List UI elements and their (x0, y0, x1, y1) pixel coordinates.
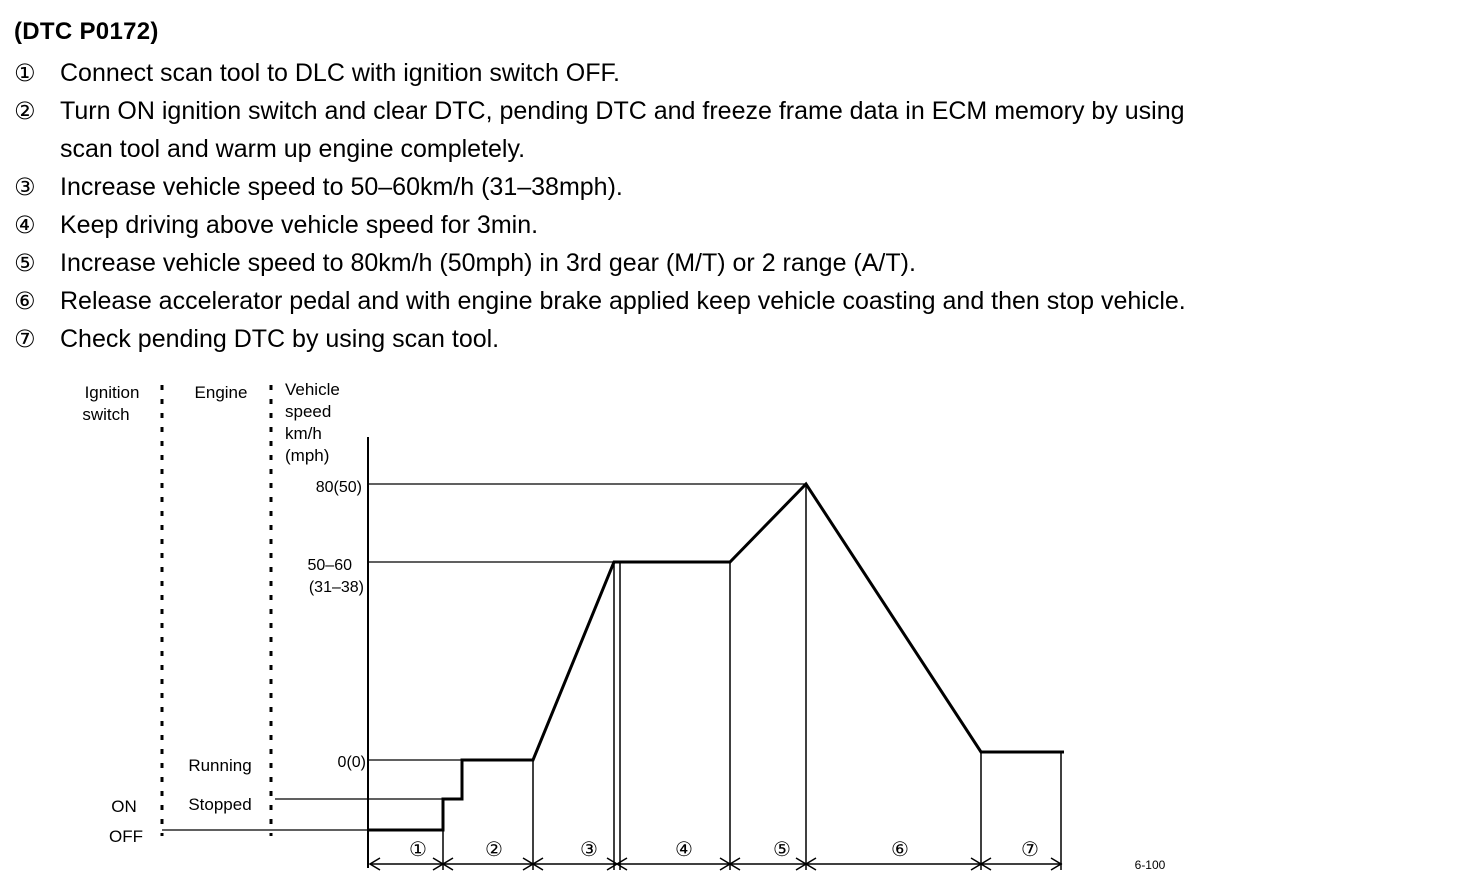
tick-50-60: 50–60 (307, 557, 352, 574)
ignition-header-line2: switch (82, 405, 130, 424)
phase-label-7: ⑦ (1021, 839, 1039, 861)
tick-80: 80(50) (315, 479, 362, 496)
step-number: ⑤ (14, 249, 36, 277)
tick-0: 0(0) (337, 754, 366, 771)
step-number: ③ (14, 173, 36, 201)
ignition-header-line1: Ignition (84, 383, 140, 402)
phase-label-2: ② (485, 839, 503, 861)
step-number: ⑦ (14, 325, 36, 353)
phase-label-4: ④ (675, 839, 693, 861)
step-text: Release accelerator pedal and with engine brake applied keep vehicle coasting and then stop vehicle. (60, 287, 1186, 315)
phase-label-3: ③ (580, 839, 598, 861)
step-text: Check pending DTC by using scan tool. (60, 325, 500, 353)
step-number: ① (14, 59, 36, 87)
speed-header-line2: speed (285, 402, 332, 421)
step-number: ⑥ (14, 287, 36, 315)
tick-31-38: (31–38) (308, 579, 364, 596)
speed-header-line4: (mph) (285, 446, 330, 465)
ignition-off-label: OFF (109, 827, 143, 846)
speed-header-line3: km/h (285, 424, 322, 443)
phase-label-1: ① (409, 839, 427, 861)
step-text: Increase vehicle speed to 80km/h (50mph) in 3rd gear (M/T) or 2 range (A/T). (60, 249, 916, 277)
figure-id: 6-100 (1134, 858, 1166, 872)
phase-label-6: ⑥ (891, 839, 909, 861)
engine-running-label: Running (188, 756, 252, 775)
step-text: scan tool and warm up engine completely. (60, 135, 526, 163)
step-text: Increase vehicle speed to 50–60km/h (31–38mph). (60, 173, 623, 201)
step-text: Keep driving above vehicle speed for 3min. (60, 211, 539, 239)
speed-profile (368, 484, 1064, 830)
dtc-heading: (DTC P0172) (14, 18, 159, 45)
engine-header: Engine (194, 383, 248, 402)
phase-label-5: ⑤ (773, 839, 791, 861)
step-number: ② (14, 97, 36, 125)
step-text: Connect scan tool to DLC with ignition switch OFF. (60, 59, 620, 87)
step-text: Turn ON ignition switch and clear DTC, pending DTC and freeze frame data in ECM memory by using (60, 97, 1185, 125)
speed-header-line1: Vehicle (285, 380, 340, 399)
engine-stopped-label: Stopped (188, 795, 252, 814)
ignition-on-label: ON (111, 797, 137, 816)
step-number: ④ (14, 211, 36, 239)
